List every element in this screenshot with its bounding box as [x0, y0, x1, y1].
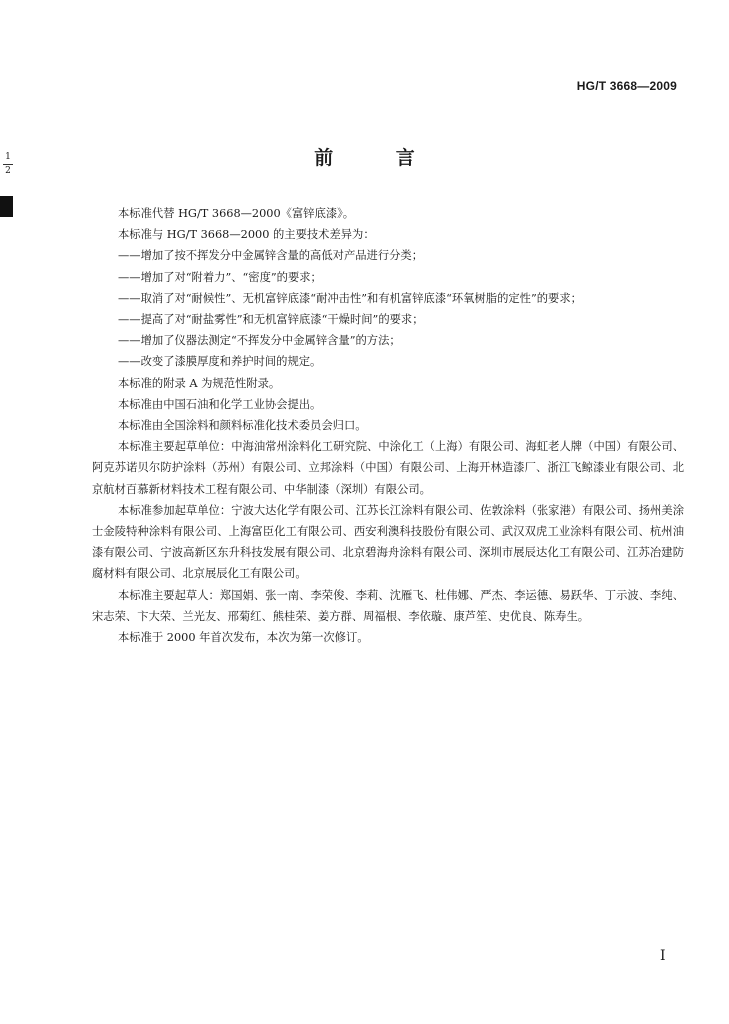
paragraph: 本标准于 2000 年首次发布，本次为第一次修订。 [118, 631, 369, 645]
paragraph: 本标准与 HG/T 3668—2000 的主要技术差异为： [118, 228, 375, 242]
standard-code: HG/T 3668—2009 [576, 79, 677, 93]
document-body [92, 203, 684, 648]
paragraph: 本标准参加起草单位：宁波大达化学有限公司、江苏长江涂料有限公司、佐敦涂料（张家港）有限公司、扬州美涂士金陵特种涂料有限公司、上海富臣化工有限公司、西安利澳科技股份有限公司、武汉双虎工业涂料有限公司、杭州油漆有限公司、宁波高新区东升科技发展有限公司、北京碧海舟涂料有限公司、深圳市展辰达化工有限公司、江苏冶建防腐材料有限公司、北京展辰化工有限公司。 [92, 503, 684, 581]
binding-margin-mark [0, 196, 13, 217]
paragraph: 本标准主要起草人：郑国娟、张一南、李荣俊、李莉、沈雁飞、杜伟娜、严杰、李运德、易跃华、丁示波、李纯、宋志荣、卞大荣、兰光友、邢菊红、熊桂荣、姜方群、周福根、李依璇、康芦笙、史优良、陈寿生。 [92, 588, 684, 623]
paragraph: 本标准主要起草单位：中海油常州涂料化工研究院、中涂化工（上海）有限公司、海虹老人牌（中国）有限公司、阿克苏诺贝尔防护涂料（苏州）有限公司、立邦涂料（中国）有限公司、上海开林造漆厂、浙江飞鲸漆业有限公司、北京航材百慕新材料技术工程有限公司、中华制漆（深圳）有限公司。 [92, 440, 684, 496]
page-number: I [660, 948, 666, 964]
paragraph: 本标准由中国石油和化学工业协会提出。 [118, 397, 322, 411]
page-title: 前 言 [314, 147, 443, 169]
list-item: ——改变了漆膜厚度和养护时间的规定。 [118, 355, 322, 369]
list-item: ——增加了仪器法测定“不挥发分中金属锌含量”的方法； [118, 334, 401, 348]
paragraph: 本标准代替 HG/T 3668—2000《富锌底漆》。 [118, 207, 355, 220]
list-item: ——增加了对“附着力”、“密度”的要求； [118, 270, 322, 284]
list-item: ——增加了按不挥发分中金属锌含量的高低对产品进行分类； [118, 249, 424, 263]
fraction-denominator: 2 [5, 166, 11, 176]
list-item: ——取消了对“耐候性”、无机富锌底漆“耐冲击性”和有机富锌底漆“环氧树脂的定性”的要求； [118, 291, 582, 305]
fraction-numerator: 1 [5, 152, 11, 162]
paragraph: 本标准由全国涂料和颜料标准化技术委员会归口。 [118, 419, 367, 433]
list-item: ——提高了对“耐盐雾性”和无机富锌底漆“干燥时间”的要求； [118, 313, 424, 327]
paragraph: 本标准的附录 A 为规范性附录。 [118, 376, 281, 390]
